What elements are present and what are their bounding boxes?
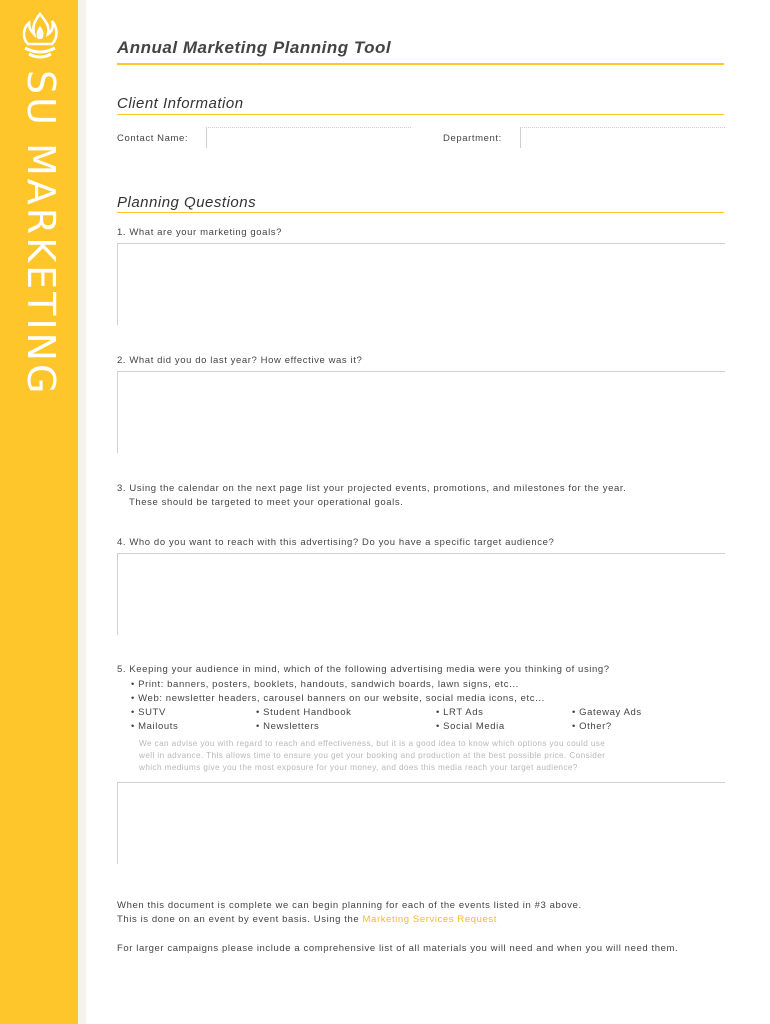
footer-line-2 — [117, 914, 497, 925]
footer-line-2-text: This is done on an event by event basis. Using the — [117, 914, 363, 925]
sidebar-edge — [78, 0, 86, 1024]
brand-name: SU MARKETING — [19, 70, 63, 397]
media-gateway-ads: • Gateway Ads — [572, 707, 642, 718]
question-3-line-2: These should be targeted to meet your operational goals. — [129, 497, 404, 508]
marketing-services-request-link[interactable]: Marketing Services Request — [362, 914, 497, 925]
planning-questions-heading: Planning Questions — [117, 194, 257, 211]
title-rule — [117, 63, 724, 65]
page-title: Annual Marketing Planning Tool — [117, 38, 392, 57]
question-4: 4. Who do you want to reach with this advertising? Do you have a specific target audience? — [117, 537, 555, 548]
advice-note-line-3: which mediums give you the most exposure for your money, and does this media reach your target audience? — [139, 763, 578, 772]
footer-line-3: For larger campaigns please include a comprehensive list of all materials you will need and when you will need them. — [117, 943, 679, 954]
media-newsletters: • Newsletters — [256, 721, 320, 732]
media-other: • Other? — [572, 721, 612, 732]
answer-1-field[interactable] — [117, 243, 725, 325]
brand-sidebar — [0, 0, 78, 1024]
advice-note-line-1: We can advise you with regard to reach and effectiveness, but it is a good idea to know which options you could use — [139, 739, 606, 748]
media-sutv: • SUTV — [131, 707, 166, 718]
media-lrt-ads: • LRT Ads — [436, 707, 484, 718]
question-3-line-1: 3. Using the calendar on the next page list your projected events, promotions, and milestones for the year. — [117, 483, 627, 494]
footer-line-1: When this document is complete we can begin planning for each of the events listed in #3 above. — [117, 900, 582, 911]
answer-5-field[interactable] — [117, 782, 725, 864]
question-2: 2. What did you do last year? How effective was it? — [117, 355, 363, 366]
media-student-handbook: • Student Handbook — [256, 707, 352, 718]
client-info-heading: Client Information — [117, 95, 244, 112]
media-mailouts: • Mailouts — [131, 721, 179, 732]
flame-logo-icon — [20, 12, 60, 62]
media-print: • Print: banners, posters, booklets, handouts, sandwich boards, lawn signs, etc... — [131, 679, 519, 690]
contact-name-label: Contact Name: — [117, 133, 189, 144]
answer-4-field[interactable] — [117, 553, 725, 635]
media-web: • Web: newsletter headers, carousel banners on our website, social media icons, etc... — [131, 693, 545, 704]
planning-questions-rule — [117, 212, 724, 213]
media-social-media: • Social Media — [436, 721, 505, 732]
question-1: 1. What are your marketing goals? — [117, 227, 283, 238]
department-label: Department: — [443, 133, 502, 144]
department-field[interactable] — [520, 127, 725, 148]
question-5: 5. Keeping your audience in mind, which of the following advertising media were you thinking of using? — [117, 664, 610, 675]
contact-name-field[interactable] — [206, 127, 411, 148]
advice-note-line-2: well in advance. This allows time to ensure you get your booking and production at the best possible price. Consider — [139, 751, 606, 760]
client-info-rule — [117, 114, 724, 115]
answer-2-field[interactable] — [117, 371, 725, 453]
